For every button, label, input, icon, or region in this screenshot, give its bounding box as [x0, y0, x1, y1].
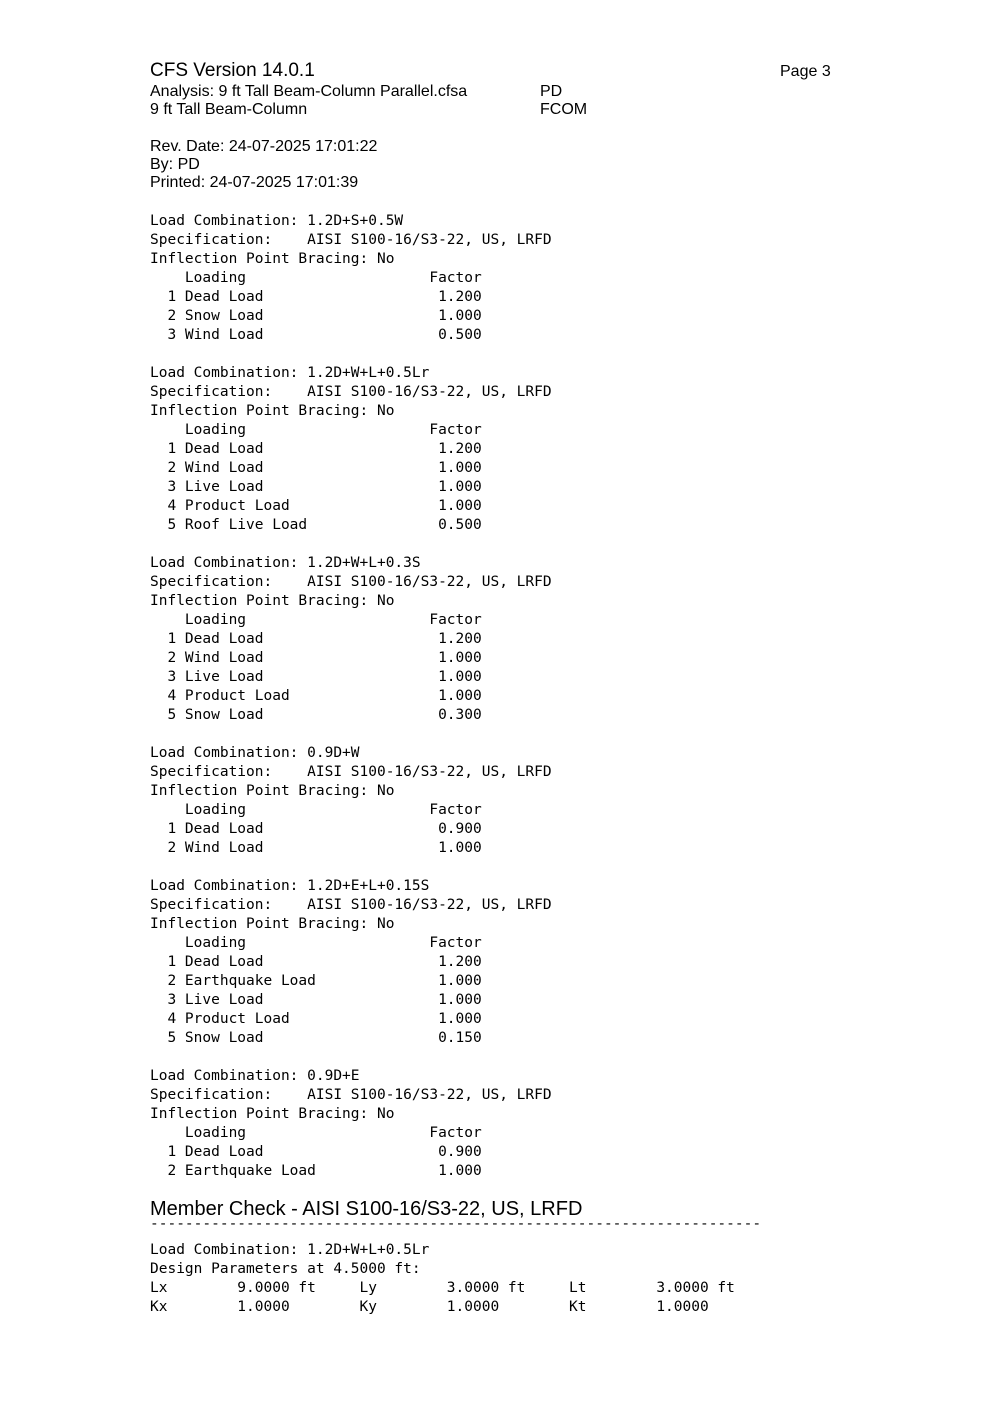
loading-row: 3 Live Load 1.000 [150, 669, 482, 685]
author: By: PD [150, 156, 200, 173]
specification-line: Specification: AISI S100-16/S3-22, US, LRFD [150, 232, 552, 248]
rev-date: Rev. Date: 24-07-2025 17:01:22 [150, 138, 378, 155]
specification-line: Specification: AISI S100-16/S3-22, US, LRFD [150, 764, 552, 780]
load-combination-title: Load Combination: 1.2D+W+L+0.5Lr [150, 365, 430, 381]
loading-row: 2 Earthquake Load 1.000 [150, 973, 482, 989]
length-parameters-row: Lx 9.0000 ft Ly 3.0000 ft Lt 3.0000 ft [150, 1280, 735, 1296]
specification-line: Specification: AISI S100-16/S3-22, US, LRFD [150, 574, 552, 590]
loading-row: 2 Earthquake Load 1.000 [150, 1163, 482, 1179]
loading-column-header: Loading Factor [150, 935, 482, 951]
loading-row: 2 Wind Load 1.000 [150, 460, 482, 476]
loading-row: 2 Wind Load 1.000 [150, 650, 482, 666]
analysis-file: Analysis: 9 ft Tall Beam-Column Parallel.cfsa [150, 83, 468, 100]
inflection-bracing-line: Inflection Point Bracing: No [150, 593, 395, 609]
inflection-bracing-line: Inflection Point Bracing: No [150, 783, 395, 799]
inflection-bracing-line: Inflection Point Bracing: No [150, 251, 395, 267]
loading-row: 1 Dead Load 1.200 [150, 954, 482, 970]
inflection-bracing-line: Inflection Point Bracing: No [150, 916, 395, 932]
loading-column-header: Loading Factor [150, 270, 482, 286]
loading-row: 5 Snow Load 0.150 [150, 1030, 482, 1046]
member-check-title: Member Check - AISI S100-16/S3-22, US, LRFD [150, 1198, 583, 1220]
load-combination-title: Load Combination: 0.9D+W [150, 745, 360, 761]
loading-row: 3 Live Load 1.000 [150, 992, 482, 1008]
loading-row: 3 Live Load 1.000 [150, 479, 482, 495]
loading-column-header: Loading Factor [150, 612, 482, 628]
loading-row: 3 Wind Load 0.500 [150, 327, 482, 343]
load-combination-title: Load Combination: 0.9D+E [150, 1068, 360, 1084]
load-combination-title: Load Combination: 1.2D+S+0.5W [150, 213, 404, 229]
printed-date: Printed: 24-07-2025 17:01:39 [150, 174, 359, 191]
specification-line: Specification: AISI S100-16/S3-22, US, LRFD [150, 384, 552, 400]
loading-column-header: Loading Factor [150, 422, 482, 438]
loading-row: 1 Dead Load 1.200 [150, 289, 482, 305]
specification-line: Specification: AISI S100-16/S3-22, US, LRFD [150, 897, 552, 913]
loading-row: 2 Snow Load 1.000 [150, 308, 482, 324]
load-combination-title: Load Combination: 1.2D+W+L+0.3S [150, 555, 421, 571]
user-initials: PD [540, 83, 563, 100]
report-title: CFS Version 14.0.1 [150, 60, 315, 81]
loading-row: 5 Snow Load 0.300 [150, 707, 482, 723]
design-parameters-heading: Design Parameters at 4.5000 ft: [150, 1261, 421, 1277]
loading-row: 5 Roof Live Load 0.500 [150, 517, 482, 533]
member-check-load-combination: Load Combination: 1.2D+W+L+0.5Lr [150, 1242, 430, 1258]
loading-row: 4 Product Load 1.000 [150, 688, 482, 704]
loading-row: 4 Product Load 1.000 [150, 1011, 482, 1027]
inflection-bracing-line: Inflection Point Bracing: No [150, 403, 395, 419]
section-divider: ---------------------------------------------------------------------- [150, 1216, 762, 1232]
loading-row: 1 Dead Load 0.900 [150, 1144, 482, 1160]
page-number: Page 3 [780, 63, 831, 80]
company-code: FCOM [540, 101, 588, 118]
loading-row: 1 Dead Load 1.200 [150, 441, 482, 457]
loading-column-header: Loading Factor [150, 1125, 482, 1141]
loading-row: 2 Wind Load 1.000 [150, 840, 482, 856]
model-description: 9 ft Tall Beam-Column [150, 101, 308, 118]
load-combination-title: Load Combination: 1.2D+E+L+0.15S [150, 878, 430, 894]
loading-row: 4 Product Load 1.000 [150, 498, 482, 514]
loading-row: 1 Dead Load 0.900 [150, 821, 482, 837]
loading-column-header: Loading Factor [150, 802, 482, 818]
k-factor-parameters-row: Kx 1.0000 Ky 1.0000 Kt 1.0000 [150, 1299, 709, 1315]
loading-row: 1 Dead Load 1.200 [150, 631, 482, 647]
inflection-bracing-line: Inflection Point Bracing: No [150, 1106, 395, 1122]
specification-line: Specification: AISI S100-16/S3-22, US, LRFD [150, 1087, 552, 1103]
